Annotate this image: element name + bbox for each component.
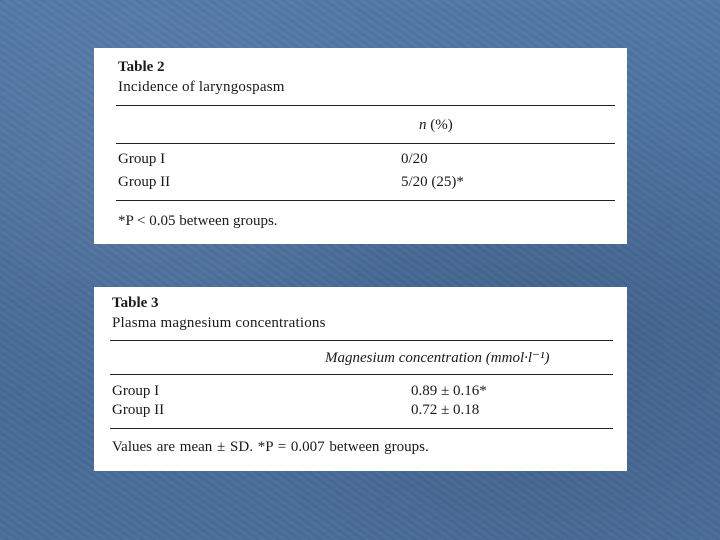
table-2-row-2-value: 5/20 (25)* [401,174,464,190]
table-2-header-pct: (%) [430,117,453,133]
table-2-header-n: n [419,117,427,133]
table-2-caption: Incidence of laryngospasm [118,79,285,95]
table-2-row-1-value: 0/20 [401,151,428,167]
table-2-panel [94,48,627,244]
table-3-row-1-group: Group I [112,383,160,399]
table-2-footnote: *P < 0.05 between groups. [118,213,278,229]
table-2-row-2-group: Group II [118,174,171,190]
table-3-row-2-group: Group II [112,402,165,418]
table-3-caption: Plasma magnesium concentrations [112,315,326,331]
table-3-header-rule [110,374,613,375]
table-3-row-2-value: 0.72 ± 0.18 [411,402,480,418]
table-3-top-rule [110,340,613,341]
table-2-column-header [419,117,453,134]
table-3-row-1-value: 0.89 ± 0.16* [411,383,487,399]
table-2-title: Table 2 [118,59,165,75]
table-2-row-1-group: Group I [118,151,166,167]
table-2-top-rule [116,105,615,106]
table-3-panel [94,287,627,471]
table-3-footnote: Values are mean ± SD. *P = 0.007 between groups. [112,439,429,455]
table-3-column-header: Magnesium concentration (mmol·l⁻¹) [325,350,550,366]
table-2-header-rule [116,143,615,144]
table-3-title: Table 3 [112,295,159,311]
table-2-bottom-rule [116,200,615,201]
table-3-bottom-rule [110,428,613,429]
